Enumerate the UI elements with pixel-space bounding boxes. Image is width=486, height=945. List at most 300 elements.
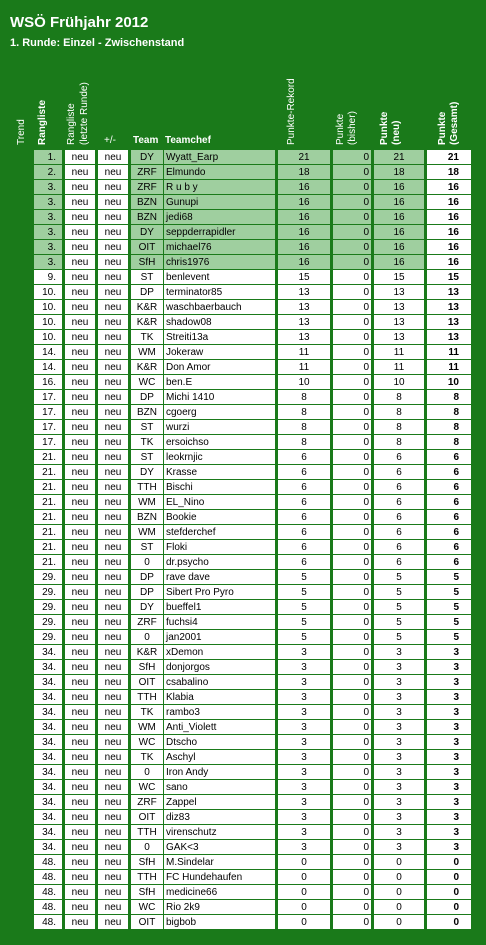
table-row (0, 344, 486, 359)
bisher-cell: 0 (333, 659, 371, 674)
rank-cell: 3. (34, 254, 62, 269)
teamchef-cell: Streiti13a (164, 329, 275, 344)
team-cell: ZRF (131, 179, 163, 194)
rekord-cell: 6 (278, 479, 330, 494)
gesamt-cell: 3 (427, 779, 471, 794)
rekord-cell: 13 (278, 299, 330, 314)
table-row (0, 539, 486, 554)
neu-cell: 3 (374, 764, 424, 779)
bisher-cell: 0 (333, 239, 371, 254)
rekord-cell: 16 (278, 179, 330, 194)
neu-cell: 3 (374, 734, 424, 749)
team-cell: ZRF (131, 164, 163, 179)
bisher-cell: 0 (333, 689, 371, 704)
prev-rank-cell: neu (65, 149, 95, 164)
table-row (0, 449, 486, 464)
plusminus-cell: neu (98, 824, 128, 839)
table-row (0, 674, 486, 689)
rank-cell: 3. (34, 209, 62, 224)
team-cell: DY (131, 224, 163, 239)
teamchef-cell: ersoichso (164, 434, 275, 449)
bisher-cell: 0 (333, 299, 371, 314)
bisher-cell: 0 (333, 539, 371, 554)
rekord-cell: 5 (278, 584, 330, 599)
rank-cell: 48. (34, 899, 62, 914)
neu-cell: 6 (374, 449, 424, 464)
rekord-cell: 13 (278, 329, 330, 344)
rekord-cell: 0 (278, 899, 330, 914)
table-row (0, 479, 486, 494)
rekord-cell: 6 (278, 449, 330, 464)
table-row (0, 554, 486, 569)
table-row (0, 299, 486, 314)
plusminus-cell: neu (98, 509, 128, 524)
plusminus-cell: neu (98, 674, 128, 689)
plusminus-cell: neu (98, 764, 128, 779)
team-cell: WC (131, 899, 163, 914)
plusminus-cell: neu (98, 269, 128, 284)
team-cell: TTH (131, 479, 163, 494)
table-row (0, 164, 486, 179)
rekord-cell: 3 (278, 734, 330, 749)
neu-cell: 0 (374, 884, 424, 899)
bisher-cell: 0 (333, 344, 371, 359)
rank-cell: 17. (34, 419, 62, 434)
table-row (0, 719, 486, 734)
gesamt-cell: 3 (427, 704, 471, 719)
gesamt-cell: 5 (427, 614, 471, 629)
prev-rank-cell: neu (65, 404, 95, 419)
prev-rank-cell: neu (65, 839, 95, 854)
gesamt-cell: 3 (427, 839, 471, 854)
team-cell: ST (131, 449, 163, 464)
table-row (0, 869, 486, 884)
gesamt-cell: 5 (427, 584, 471, 599)
plusminus-cell: neu (98, 404, 128, 419)
teamchef-cell: Wyatt_Earp (164, 149, 275, 164)
team-cell: DY (131, 599, 163, 614)
plusminus-cell: neu (98, 179, 128, 194)
header-bisher-sub: (bisher) (347, 111, 358, 145)
rank-cell: 21. (34, 509, 62, 524)
team-cell: TK (131, 749, 163, 764)
teamchef-cell: Floki (164, 539, 275, 554)
neu-cell: 6 (374, 539, 424, 554)
table-row (0, 389, 486, 404)
plusminus-cell: neu (98, 359, 128, 374)
teamchef-cell: jan2001 (164, 629, 275, 644)
bisher-cell: 0 (333, 404, 371, 419)
bisher-cell: 0 (333, 449, 371, 464)
rekord-cell: 3 (278, 749, 330, 764)
neu-cell: 5 (374, 629, 424, 644)
rank-cell: 17. (34, 434, 62, 449)
rank-cell: 21. (34, 539, 62, 554)
teamchef-cell: Dtscho (164, 734, 275, 749)
table-row (0, 794, 486, 809)
rekord-cell: 0 (278, 854, 330, 869)
gesamt-cell: 0 (427, 884, 471, 899)
gesamt-cell: 6 (427, 539, 471, 554)
team-cell: SfH (131, 884, 163, 899)
plusminus-cell: neu (98, 689, 128, 704)
teamchef-cell: Sibert Pro Pyro (164, 584, 275, 599)
neu-cell: 6 (374, 524, 424, 539)
plusminus-cell: neu (98, 344, 128, 359)
plusminus-cell: neu (98, 839, 128, 854)
rank-cell: 34. (34, 704, 62, 719)
plusminus-cell: neu (98, 224, 128, 239)
team-cell: TTH (131, 869, 163, 884)
rekord-cell: 3 (278, 809, 330, 824)
rank-cell: 34. (34, 779, 62, 794)
bisher-cell: 0 (333, 434, 371, 449)
neu-cell: 0 (374, 869, 424, 884)
bisher-cell: 0 (333, 749, 371, 764)
team-cell: OIT (131, 914, 163, 929)
prev-rank-cell: neu (65, 254, 95, 269)
prev-rank-cell: neu (65, 869, 95, 884)
plusminus-cell: neu (98, 464, 128, 479)
bisher-cell: 0 (333, 569, 371, 584)
prev-rank-cell: neu (65, 509, 95, 524)
neu-cell: 0 (374, 914, 424, 929)
neu-cell: 5 (374, 569, 424, 584)
neu-cell: 6 (374, 509, 424, 524)
bisher-cell: 0 (333, 179, 371, 194)
team-cell: WC (131, 374, 163, 389)
rekord-cell: 11 (278, 359, 330, 374)
bisher-cell: 0 (333, 419, 371, 434)
rank-cell: 48. (34, 854, 62, 869)
rekord-cell: 8 (278, 434, 330, 449)
teamchef-cell: terminator85 (164, 284, 275, 299)
rekord-cell: 3 (278, 764, 330, 779)
gesamt-cell: 18 (427, 164, 471, 179)
neu-cell: 3 (374, 794, 424, 809)
table-row (0, 374, 486, 389)
table-row (0, 404, 486, 419)
teamchef-cell: michael76 (164, 239, 275, 254)
teamchef-cell: R u b y (164, 179, 275, 194)
teamchef-cell: GAK<3 (164, 839, 275, 854)
gesamt-cell: 13 (427, 314, 471, 329)
rank-cell: 3. (34, 179, 62, 194)
plusminus-cell: neu (98, 884, 128, 899)
prev-rank-cell: neu (65, 644, 95, 659)
neu-cell: 5 (374, 599, 424, 614)
rank-cell: 10. (34, 329, 62, 344)
neu-cell: 16 (374, 224, 424, 239)
rekord-cell: 6 (278, 539, 330, 554)
table-row (0, 419, 486, 434)
plusminus-cell: neu (98, 539, 128, 554)
rekord-cell: 8 (278, 404, 330, 419)
teamchef-cell: rave dave (164, 569, 275, 584)
plusminus-cell: neu (98, 809, 128, 824)
rank-cell: 10. (34, 299, 62, 314)
plusminus-cell: neu (98, 419, 128, 434)
neu-cell: 6 (374, 554, 424, 569)
prev-rank-cell: neu (65, 374, 95, 389)
teamchef-cell: Anti_Violett (164, 719, 275, 734)
prev-rank-cell: neu (65, 764, 95, 779)
team-cell: BZN (131, 194, 163, 209)
team-cell: SfH (131, 854, 163, 869)
table-row (0, 599, 486, 614)
neu-cell: 3 (374, 659, 424, 674)
teamchef-cell: virenschutz (164, 824, 275, 839)
neu-cell: 3 (374, 674, 424, 689)
table-row (0, 629, 486, 644)
prev-rank-cell: neu (65, 674, 95, 689)
rekord-cell: 8 (278, 389, 330, 404)
team-cell: OIT (131, 809, 163, 824)
prev-rank-cell: neu (65, 629, 95, 644)
teamchef-cell: bigbob (164, 914, 275, 929)
table-row (0, 824, 486, 839)
bisher-cell: 0 (333, 254, 371, 269)
team-cell: K&R (131, 314, 163, 329)
gesamt-cell: 8 (427, 434, 471, 449)
rank-cell: 10. (34, 314, 62, 329)
bisher-cell: 0 (333, 599, 371, 614)
plusminus-cell: neu (98, 659, 128, 674)
bisher-cell: 0 (333, 809, 371, 824)
rekord-cell: 0 (278, 914, 330, 929)
prev-rank-cell: neu (65, 569, 95, 584)
gesamt-cell: 0 (427, 914, 471, 929)
rank-cell: 34. (34, 824, 62, 839)
gesamt-cell: 15 (427, 269, 471, 284)
prev-rank-cell: neu (65, 899, 95, 914)
teamchef-cell: M.Sindelar (164, 854, 275, 869)
plusminus-cell: neu (98, 314, 128, 329)
gesamt-cell: 3 (427, 644, 471, 659)
rekord-cell: 16 (278, 224, 330, 239)
teamchef-cell: EL_Nino (164, 494, 275, 509)
teamchef-cell: leokrnjic (164, 449, 275, 464)
bisher-cell: 0 (333, 869, 371, 884)
neu-cell: 3 (374, 809, 424, 824)
gesamt-cell: 6 (427, 494, 471, 509)
prev-rank-cell: neu (65, 329, 95, 344)
bisher-cell: 0 (333, 719, 371, 734)
prev-rank-cell: neu (65, 524, 95, 539)
bisher-cell: 0 (333, 269, 371, 284)
teamchef-cell: jedi68 (164, 209, 275, 224)
plusminus-cell: neu (98, 794, 128, 809)
rekord-cell: 6 (278, 464, 330, 479)
rekord-cell: 21 (278, 149, 330, 164)
rank-cell: 34. (34, 644, 62, 659)
bisher-cell: 0 (333, 704, 371, 719)
team-cell: 0 (131, 554, 163, 569)
neu-cell: 3 (374, 779, 424, 794)
teamchef-cell: ben.E (164, 374, 275, 389)
prev-rank-cell: neu (65, 389, 95, 404)
team-cell: DP (131, 584, 163, 599)
plusminus-cell: neu (98, 704, 128, 719)
teamchef-cell: rambo3 (164, 704, 275, 719)
team-cell: BZN (131, 209, 163, 224)
gesamt-cell: 3 (427, 659, 471, 674)
neu-cell: 13 (374, 314, 424, 329)
team-cell: DY (131, 464, 163, 479)
teamchef-cell: csabalino (164, 674, 275, 689)
page-subtitle: 1. Runde: Einzel - Zwischenstand (10, 37, 185, 49)
rank-cell: 48. (34, 869, 62, 884)
teamchef-cell: chris1976 (164, 254, 275, 269)
rank-cell: 34. (34, 749, 62, 764)
plusminus-cell: neu (98, 749, 128, 764)
plusminus-cell: neu (98, 614, 128, 629)
gesamt-cell: 13 (427, 329, 471, 344)
rank-cell: 34. (34, 734, 62, 749)
bisher-cell: 0 (333, 209, 371, 224)
team-cell: K&R (131, 359, 163, 374)
header-plusminus: +/- (104, 135, 116, 146)
neu-cell: 3 (374, 824, 424, 839)
teamchef-cell: wurzi (164, 419, 275, 434)
table-row (0, 614, 486, 629)
rekord-cell: 3 (278, 779, 330, 794)
neu-cell: 15 (374, 269, 424, 284)
rank-cell: 21. (34, 494, 62, 509)
bisher-cell: 0 (333, 284, 371, 299)
prev-rank-cell: neu (65, 824, 95, 839)
gesamt-cell: 6 (427, 509, 471, 524)
bisher-cell: 0 (333, 479, 371, 494)
rank-cell: 16. (34, 374, 62, 389)
header-teamchef: Teamchef (165, 135, 211, 146)
rank-cell: 29. (34, 629, 62, 644)
team-cell: SfH (131, 659, 163, 674)
gesamt-cell: 11 (427, 344, 471, 359)
bisher-cell: 0 (333, 509, 371, 524)
bisher-cell: 0 (333, 674, 371, 689)
gesamt-cell: 3 (427, 749, 471, 764)
team-cell: K&R (131, 644, 163, 659)
prev-rank-cell: neu (65, 779, 95, 794)
neu-cell: 6 (374, 464, 424, 479)
bisher-cell: 0 (333, 224, 371, 239)
neu-cell: 16 (374, 194, 424, 209)
prev-rank-cell: neu (65, 464, 95, 479)
rekord-cell: 16 (278, 194, 330, 209)
plusminus-cell: neu (98, 479, 128, 494)
gesamt-cell: 16 (427, 179, 471, 194)
teamchef-cell: Bookie (164, 509, 275, 524)
plusminus-cell: neu (98, 299, 128, 314)
prev-rank-cell: neu (65, 479, 95, 494)
plusminus-cell: neu (98, 584, 128, 599)
rekord-cell: 0 (278, 869, 330, 884)
gesamt-cell: 13 (427, 299, 471, 314)
table-row (0, 209, 486, 224)
prev-rank-cell: neu (65, 599, 95, 614)
neu-cell: 11 (374, 359, 424, 374)
plusminus-cell: neu (98, 329, 128, 344)
table-row (0, 314, 486, 329)
table-row (0, 329, 486, 344)
rank-cell: 34. (34, 689, 62, 704)
team-cell: DP (131, 284, 163, 299)
prev-rank-cell: neu (65, 914, 95, 929)
gesamt-cell: 6 (427, 449, 471, 464)
rank-cell: 9. (34, 269, 62, 284)
rekord-cell: 3 (278, 659, 330, 674)
rekord-cell: 3 (278, 839, 330, 854)
neu-cell: 3 (374, 749, 424, 764)
rekord-cell: 16 (278, 239, 330, 254)
rekord-cell: 6 (278, 494, 330, 509)
gesamt-cell: 0 (427, 899, 471, 914)
neu-cell: 3 (374, 704, 424, 719)
rekord-cell: 13 (278, 314, 330, 329)
team-cell: TK (131, 704, 163, 719)
bisher-cell: 0 (333, 329, 371, 344)
teamchef-cell: stefderchef (164, 524, 275, 539)
plusminus-cell: neu (98, 374, 128, 389)
gesamt-cell: 21 (427, 149, 471, 164)
plusminus-cell: neu (98, 869, 128, 884)
rank-cell: 10. (34, 284, 62, 299)
teamchef-cell: benlevent (164, 269, 275, 284)
table-row (0, 359, 486, 374)
table-row (0, 914, 486, 929)
rekord-cell: 5 (278, 569, 330, 584)
team-cell: TTH (131, 689, 163, 704)
table-row (0, 764, 486, 779)
gesamt-cell: 6 (427, 524, 471, 539)
table-row (0, 569, 486, 584)
table-row (0, 779, 486, 794)
team-cell: WC (131, 734, 163, 749)
team-cell: OIT (131, 239, 163, 254)
prev-rank-cell: neu (65, 419, 95, 434)
teamchef-cell: Zappel (164, 794, 275, 809)
rekord-cell: 6 (278, 554, 330, 569)
rank-cell: 3. (34, 224, 62, 239)
rank-cell: 3. (34, 239, 62, 254)
neu-cell: 8 (374, 404, 424, 419)
bisher-cell: 0 (333, 839, 371, 854)
neu-cell: 11 (374, 344, 424, 359)
plusminus-cell: neu (98, 554, 128, 569)
team-cell: DP (131, 569, 163, 584)
gesamt-cell: 3 (427, 674, 471, 689)
neu-cell: 6 (374, 479, 424, 494)
teamchef-cell: Jokeraw (164, 344, 275, 359)
rank-cell: 17. (34, 404, 62, 419)
team-cell: WM (131, 524, 163, 539)
teamchef-cell: Krasse (164, 464, 275, 479)
gesamt-cell: 3 (427, 809, 471, 824)
header-rangliste: Rangliste (37, 99, 48, 145)
rank-cell: 1. (34, 149, 62, 164)
plusminus-cell: neu (98, 854, 128, 869)
table-row (0, 644, 486, 659)
prev-rank-cell: neu (65, 179, 95, 194)
rank-cell: 21. (34, 449, 62, 464)
team-cell: ST (131, 269, 163, 284)
rank-cell: 48. (34, 914, 62, 929)
rank-cell: 21. (34, 554, 62, 569)
bisher-cell: 0 (333, 164, 371, 179)
rekord-cell: 5 (278, 599, 330, 614)
plusminus-cell: neu (98, 434, 128, 449)
